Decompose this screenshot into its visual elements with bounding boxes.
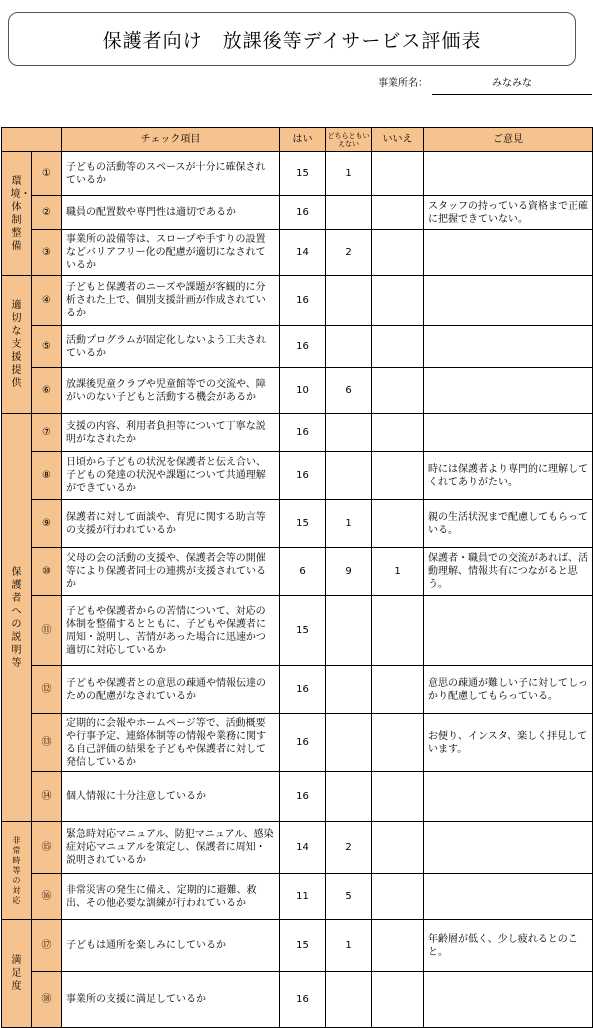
- row-number: ⑦: [32, 414, 62, 452]
- no-count: [372, 972, 424, 1028]
- opinion: [424, 972, 593, 1028]
- row-number: ⑩: [32, 548, 62, 596]
- row-number: ④: [32, 276, 62, 326]
- check-item: 父母の会の活動の支援や、保護者会等の開催等により保護者同士の連携が支援されているか: [62, 548, 280, 596]
- check-item: 子どもは通所を楽しみにしているか: [62, 920, 280, 972]
- category-emergency: 非常時等の対応: [2, 822, 32, 920]
- table-row: [2, 714, 593, 772]
- row-number: ⑮: [32, 822, 62, 874]
- check-item: 子どもと保護者のニーズや課題が客観的に分析された上で、個別支援計画が作成されているか: [62, 276, 280, 326]
- neutral-count: [326, 596, 372, 666]
- check-item: 緊急時対応マニュアル、防犯マニュアル、感染症対応マニュアルを策定し、保護者に周知・説明されているか: [62, 822, 280, 874]
- yes-count: 14: [280, 822, 326, 874]
- check-item: 事業所の支援に満足しているか: [62, 972, 280, 1028]
- opinion: [424, 368, 593, 414]
- row-number: ⑰: [32, 920, 62, 972]
- neutral-count: [326, 972, 372, 1028]
- no-count: [372, 596, 424, 666]
- neutral-header: どちらともいえない: [326, 128, 372, 152]
- table-row: [2, 500, 593, 548]
- row-number: ②: [32, 196, 62, 230]
- table-row: [2, 368, 593, 414]
- table-header-row: [2, 128, 593, 152]
- no-header: いいえ: [372, 128, 424, 152]
- table-row: [2, 822, 593, 874]
- yes-count: 15: [280, 920, 326, 972]
- opinion: [424, 230, 593, 276]
- row-number: ⑥: [32, 368, 62, 414]
- neutral-count: 1: [326, 152, 372, 196]
- opinion: 親の生活状況まで配慮してもらっている。: [424, 500, 593, 548]
- row-number: ③: [32, 230, 62, 276]
- office-name-value: みなみな: [432, 74, 592, 95]
- no-count: [372, 500, 424, 548]
- yes-count: 10: [280, 368, 326, 414]
- neutral-count: [326, 326, 372, 368]
- yes-count: 15: [280, 500, 326, 548]
- yes-count: 14: [280, 230, 326, 276]
- neutral-count: [326, 666, 372, 714]
- check-item: 子どもや保護者との意思の疎通や情報伝達のための配慮がなされているか: [62, 666, 280, 714]
- table-row: [2, 666, 593, 714]
- table-row: [2, 230, 593, 276]
- check-item: 事業所の設備等は、スロープや手すりの設置などバリアフリー化の配慮が適切になされているか: [62, 230, 280, 276]
- no-count: [372, 874, 424, 920]
- no-count: [372, 152, 424, 196]
- neutral-count: [326, 452, 372, 500]
- no-count: [372, 276, 424, 326]
- no-count: [372, 414, 424, 452]
- check-item: 子どもの活動等のスペースが十分に確保されているか: [62, 152, 280, 196]
- row-number: ⑯: [32, 874, 62, 920]
- table-row: [2, 596, 593, 666]
- row-number: ⑫: [32, 666, 62, 714]
- check-item: 個人情報に十分注意しているか: [62, 772, 280, 822]
- yes-count: 16: [280, 772, 326, 822]
- check-item: 職員の配置数や専門性は適切であるか: [62, 196, 280, 230]
- yes-count: 16: [280, 714, 326, 772]
- no-count: [372, 714, 424, 772]
- opinion: [424, 874, 593, 920]
- no-count: [372, 452, 424, 500]
- yes-count: 15: [280, 152, 326, 196]
- check-item: 放課後児童クラブや児童館等での交流や、障がいのない子どもと活動する機会があるか: [62, 368, 280, 414]
- yes-count: 16: [280, 452, 326, 500]
- category-guardian-explanation: 保護者への説明等: [2, 414, 32, 822]
- yes-count: 16: [280, 666, 326, 714]
- table-row: [2, 972, 593, 1028]
- row-number: ⑤: [32, 326, 62, 368]
- opinion: [424, 596, 593, 666]
- yes-count: 16: [280, 276, 326, 326]
- no-count: [372, 230, 424, 276]
- category-satisfaction: 満足度: [2, 920, 32, 1028]
- yes-count: 16: [280, 414, 326, 452]
- check-item: 子どもや保護者からの苦情について、対応の体制を整備するとともに、子どもや保護者に周知・説明し、苦情があった場合に迅速かつ適切に対応しているか: [62, 596, 280, 666]
- neutral-count: 2: [326, 822, 372, 874]
- neutral-count: 6: [326, 368, 372, 414]
- neutral-count: 2: [326, 230, 372, 276]
- no-count: [372, 368, 424, 414]
- table-row: [2, 772, 593, 822]
- opinion-header: ご意見: [424, 128, 593, 152]
- row-number: ⑭: [32, 772, 62, 822]
- table-row: [2, 196, 593, 230]
- yes-count: 16: [280, 326, 326, 368]
- corner-header: [2, 128, 62, 152]
- neutral-count: 5: [326, 874, 372, 920]
- table-row: [2, 452, 593, 500]
- category-support: 適切な支援提供: [2, 276, 32, 414]
- table-row: [2, 152, 593, 196]
- neutral-count: [326, 276, 372, 326]
- neutral-count: 1: [326, 920, 372, 972]
- yes-count: 15: [280, 596, 326, 666]
- opinion: お便り、インスタ、楽しく拝見しています。: [424, 714, 593, 772]
- row-number: ⑬: [32, 714, 62, 772]
- check-item: 活動プログラムが固定化しないよう工夫されているか: [62, 326, 280, 368]
- no-count: [372, 920, 424, 972]
- opinion: [424, 414, 593, 452]
- check-item-header: チェック項目: [62, 128, 280, 152]
- no-count: [372, 666, 424, 714]
- yes-count: 11: [280, 874, 326, 920]
- check-item: 支援の内容、利用者負担等について丁寧な説明がなされたか: [62, 414, 280, 452]
- neutral-count: [326, 196, 372, 230]
- opinion: スタッフの持っている資格まで正確に把握できていない。: [424, 196, 593, 230]
- opinion: 年齢層が低く、少し疲れるとのこと。: [424, 920, 593, 972]
- table-row: [2, 548, 593, 596]
- opinion: 意思の疎通が難しい子に対してしっかり配慮してもらっている。: [424, 666, 593, 714]
- row-number: ⑪: [32, 596, 62, 666]
- page-title: 保護者向け 放課後等デイサービス評価表: [8, 12, 576, 66]
- office-name-label: 事業所名：: [378, 78, 428, 89]
- check-item: 非常災害の発生に備え、定期的に避難、救出、その他必要な訓練が行われているか: [62, 874, 280, 920]
- yes-count: 16: [280, 196, 326, 230]
- row-number: ⑨: [32, 500, 62, 548]
- neutral-count: [326, 414, 372, 452]
- yes-count: 6: [280, 548, 326, 596]
- table-row: [2, 326, 593, 368]
- yes-count: 16: [280, 972, 326, 1028]
- row-number: ⑧: [32, 452, 62, 500]
- table-row: [2, 414, 593, 452]
- neutral-count: 1: [326, 500, 372, 548]
- opinion: [424, 822, 593, 874]
- neutral-count: 9: [326, 548, 372, 596]
- check-item: 保護者に対して面談や、育児に関する助言等の支援が行われているか: [62, 500, 280, 548]
- opinion: [424, 276, 593, 326]
- no-count: [372, 822, 424, 874]
- table-row: [2, 874, 593, 920]
- opinion: [424, 152, 593, 196]
- opinion: [424, 326, 593, 368]
- table-row: [2, 276, 593, 326]
- check-item: 日頃から子どもの状況を保護者と伝え合い、子どもの発達の状況や課題について共通理解ができているか: [62, 452, 280, 500]
- table-row: [2, 920, 593, 972]
- neutral-count: [326, 772, 372, 822]
- row-number: ①: [32, 152, 62, 196]
- row-number: ⑱: [32, 972, 62, 1028]
- yes-header: はい: [280, 128, 326, 152]
- category-environment: 環境・体制整備: [2, 152, 32, 276]
- check-item: 定期的に会報やホームページ等で、活動概要や行事予定、連絡体制等の情報や業務に関する自己評価の結果を子どもや保護者に対して発信しているか: [62, 714, 280, 772]
- no-count: [372, 196, 424, 230]
- evaluation-table: [1, 127, 593, 1028]
- opinion: [424, 772, 593, 822]
- no-count: 1: [372, 548, 424, 596]
- opinion: 保護者・職員での交流があれば、活動理解、情報共有につながると思う。: [424, 548, 593, 596]
- neutral-count: [326, 714, 372, 772]
- no-count: [372, 326, 424, 368]
- no-count: [372, 772, 424, 822]
- opinion: 時には保護者より専門的に理解してくれてありがたい。: [424, 452, 593, 500]
